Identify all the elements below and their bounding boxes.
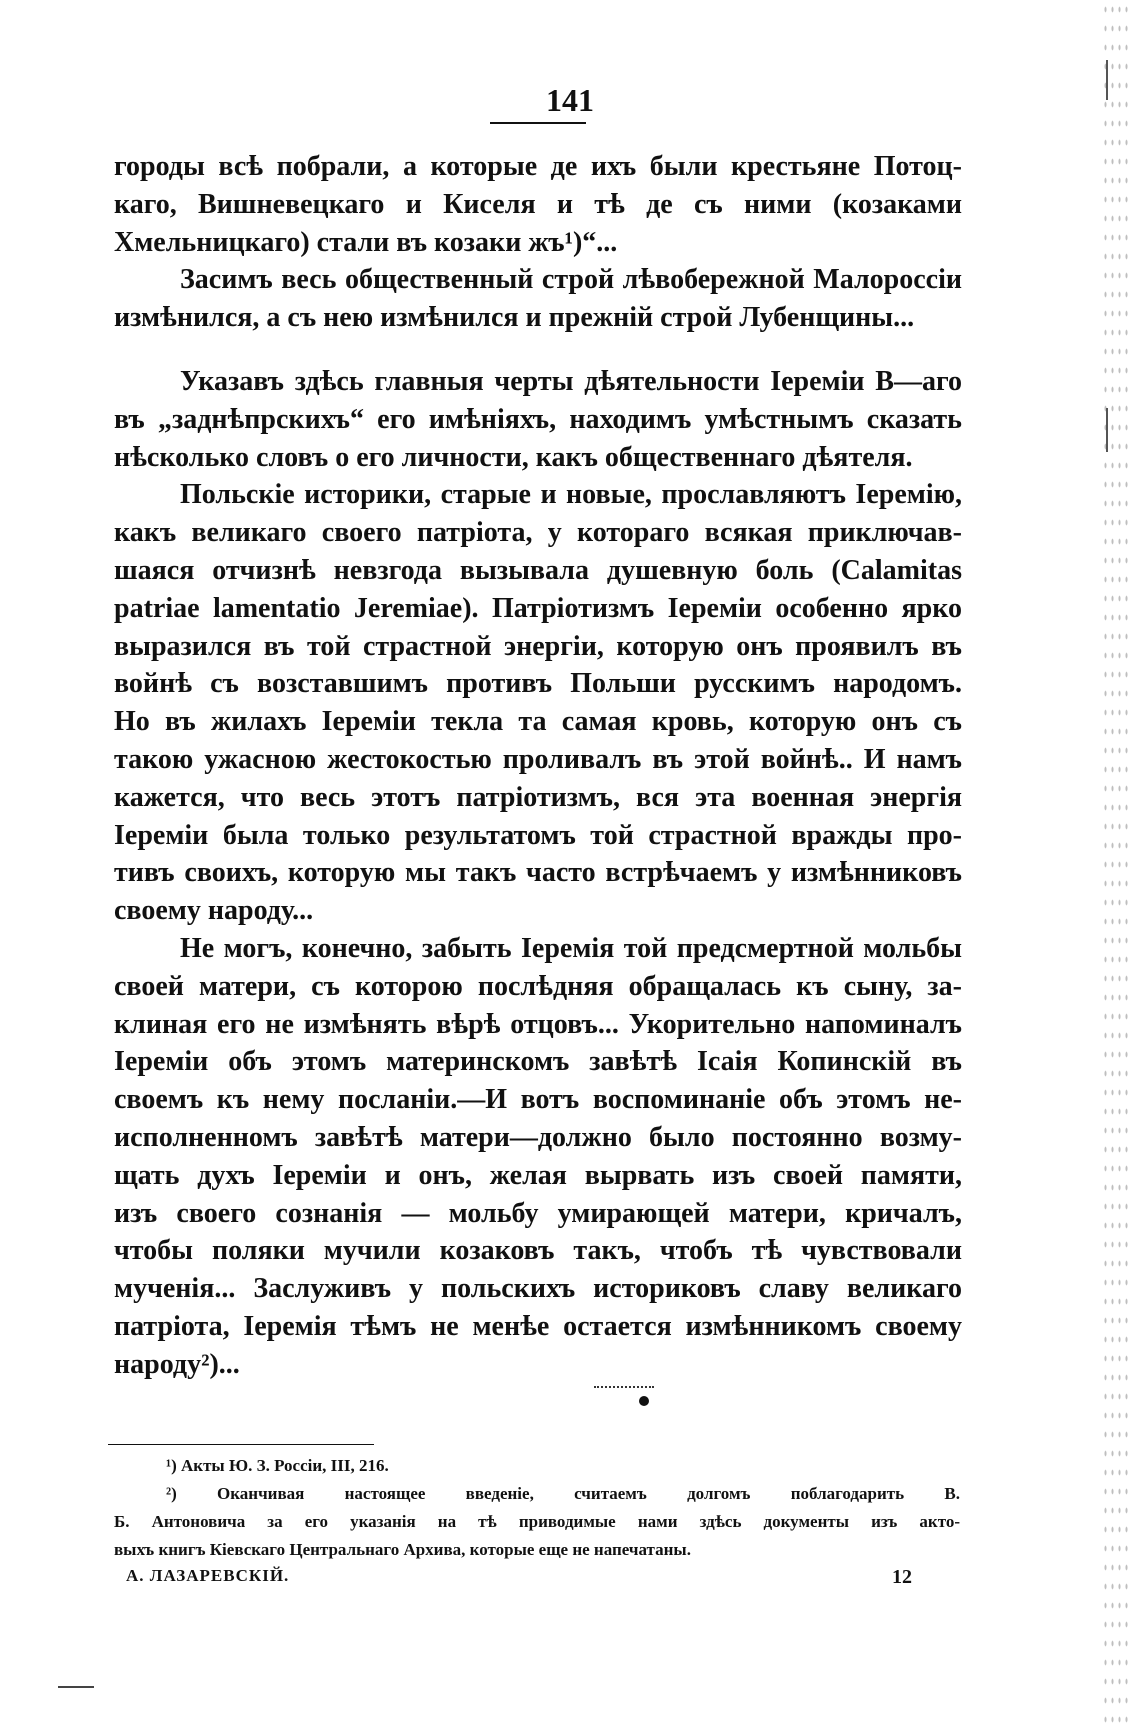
signature-mark: А. ЛАЗАРЕВСКІЙ. [126, 1566, 290, 1585]
body-text [114, 148, 962, 1384]
footnotes [114, 1452, 960, 1564]
scan-edge-line [1106, 60, 1108, 100]
text-line: Іереміи объ этомъ материнскомъ завѣтѣ Ісаія Копинскій въ [114, 1046, 962, 1078]
text-line: нѣсколько словъ о его личности, какъ общественнаго дѣятеля. [114, 441, 913, 473]
text-line: каго, Вишневецкаго и Киселя и тѣ де съ ними (козаками [114, 188, 962, 220]
text-line: войнѣ съ возставшимъ противъ Польши русскимъ народомъ. [114, 668, 962, 700]
text-line: чтобы поляки мучили козаковъ такъ, чтобъ тѣ чувствовали [114, 1235, 962, 1267]
text-line: тивъ своихъ, которую мы такъ часто встрѣчаемъ у измѣнниковъ [114, 857, 962, 889]
text-line: изъ своего сознанія — мольбу умирающей матери, кричалъ, [114, 1197, 962, 1229]
text-line: кажется, что весь этотъ патріотизмъ, вся эта военная энергія [114, 781, 962, 813]
section-separator [594, 1386, 654, 1388]
text-line: Указавъ здѣсь главныя черты дѣятельности Іереміи В—аго [180, 365, 962, 397]
text-line: выразился въ той страстной энергіи, которую онъ проявилъ въ [114, 630, 962, 662]
signature-number: 12 [892, 1566, 912, 1588]
page-number-underline [490, 122, 586, 124]
footnote-line: ²) Оканчивая настоящее введеніе, считаемъ долгомъ поблагодарить В. [166, 1484, 960, 1503]
text-line: въ „заднѣпрскихъ“ его имѣніяхъ, находимъ умѣстнымъ сказать [114, 403, 962, 435]
text-line: клиная его не измѣнять вѣрѣ отцовъ... Укорительно напоминалъ [114, 1008, 962, 1040]
text-line: исполненномъ завѣтѣ матери—должно было постоянно возму- [114, 1121, 962, 1153]
text-line: городы всѣ побрали, а которые де ихъ были крестьяне Потоц- [114, 151, 962, 182]
footnote-rule [108, 1444, 374, 1445]
footnote-line: ¹) Акты Ю. З. Россіи, III, 216. [166, 1456, 389, 1475]
text-line: народу²)... [114, 1348, 240, 1380]
text-line: мученія... Заслуживъ у польскихъ историковъ славу великаго [114, 1273, 962, 1305]
text-line: Но въ жилахъ Іереміи текла та самая кровь, которую онъ съ [114, 706, 962, 738]
text-line: какъ великаго своего патріота, у котораго всякая приключав- [114, 517, 962, 549]
footnote-line: выхъ книгъ Кіевскаго Центральнаго Архива, которые еще не напечатаны. [114, 1540, 691, 1559]
text-line: своему народу... [114, 895, 314, 927]
paragraph [114, 930, 962, 1384]
text-line: такою ужасною жестокостью проливалъ въ этой войнѣ.. И намъ [114, 743, 962, 775]
text-line: Не могъ, конечно, забыть Іеремія той предсмертной мольбы [180, 932, 962, 964]
text-line: Іереміи была только результатомъ той страстной вражды про- [114, 819, 962, 851]
page-number: 141 [546, 82, 594, 118]
scan-edge-line [1106, 408, 1108, 452]
paragraph [114, 363, 962, 476]
text-line: Польскіе историки, старые и новые, прославляютъ Іеремію, [180, 479, 962, 511]
text-line: Хмельницкаго) стали въ козаки жъ¹)“... [114, 226, 618, 258]
text-line: своей матери, съ которою послѣдняя обращалась къ сыну, за- [114, 970, 962, 1002]
text-line: patriae lamentatio Jeremiae). Патріотизмъ Іереміи особенно ярко [114, 592, 962, 624]
paragraph [114, 148, 962, 261]
text-line: своемъ къ нему посланіи.—И вотъ воспоминаніе объ этомъ не- [114, 1084, 962, 1116]
paragraph [114, 261, 962, 337]
text-line: щать духъ Іереміи и онъ, желая вырвать изъ своей памяти, [114, 1159, 962, 1191]
text-line: Засимъ весь общественный строй лѣвобережной Малороссіи [180, 264, 962, 296]
text-line: патріота, Іеремія тѣмъ не менѣе остается измѣнникомъ своему [114, 1310, 962, 1342]
paragraph [114, 476, 962, 930]
scan-corner-mark [58, 1686, 94, 1688]
text-line: шаяся отчизнѣ невзгода вызывала душевную боль (Calamitas [114, 554, 962, 586]
bullet-mark [639, 1396, 649, 1406]
text-line: измѣнился, а съ нею измѣнился и прежній строй Лубенщины... [114, 302, 915, 334]
footnote-line: Б. Антоновича за его указанія на тѣ приводимые нами здѣсь документы изъ акто- [114, 1512, 960, 1531]
scan-edge-noise [1102, 0, 1132, 1733]
